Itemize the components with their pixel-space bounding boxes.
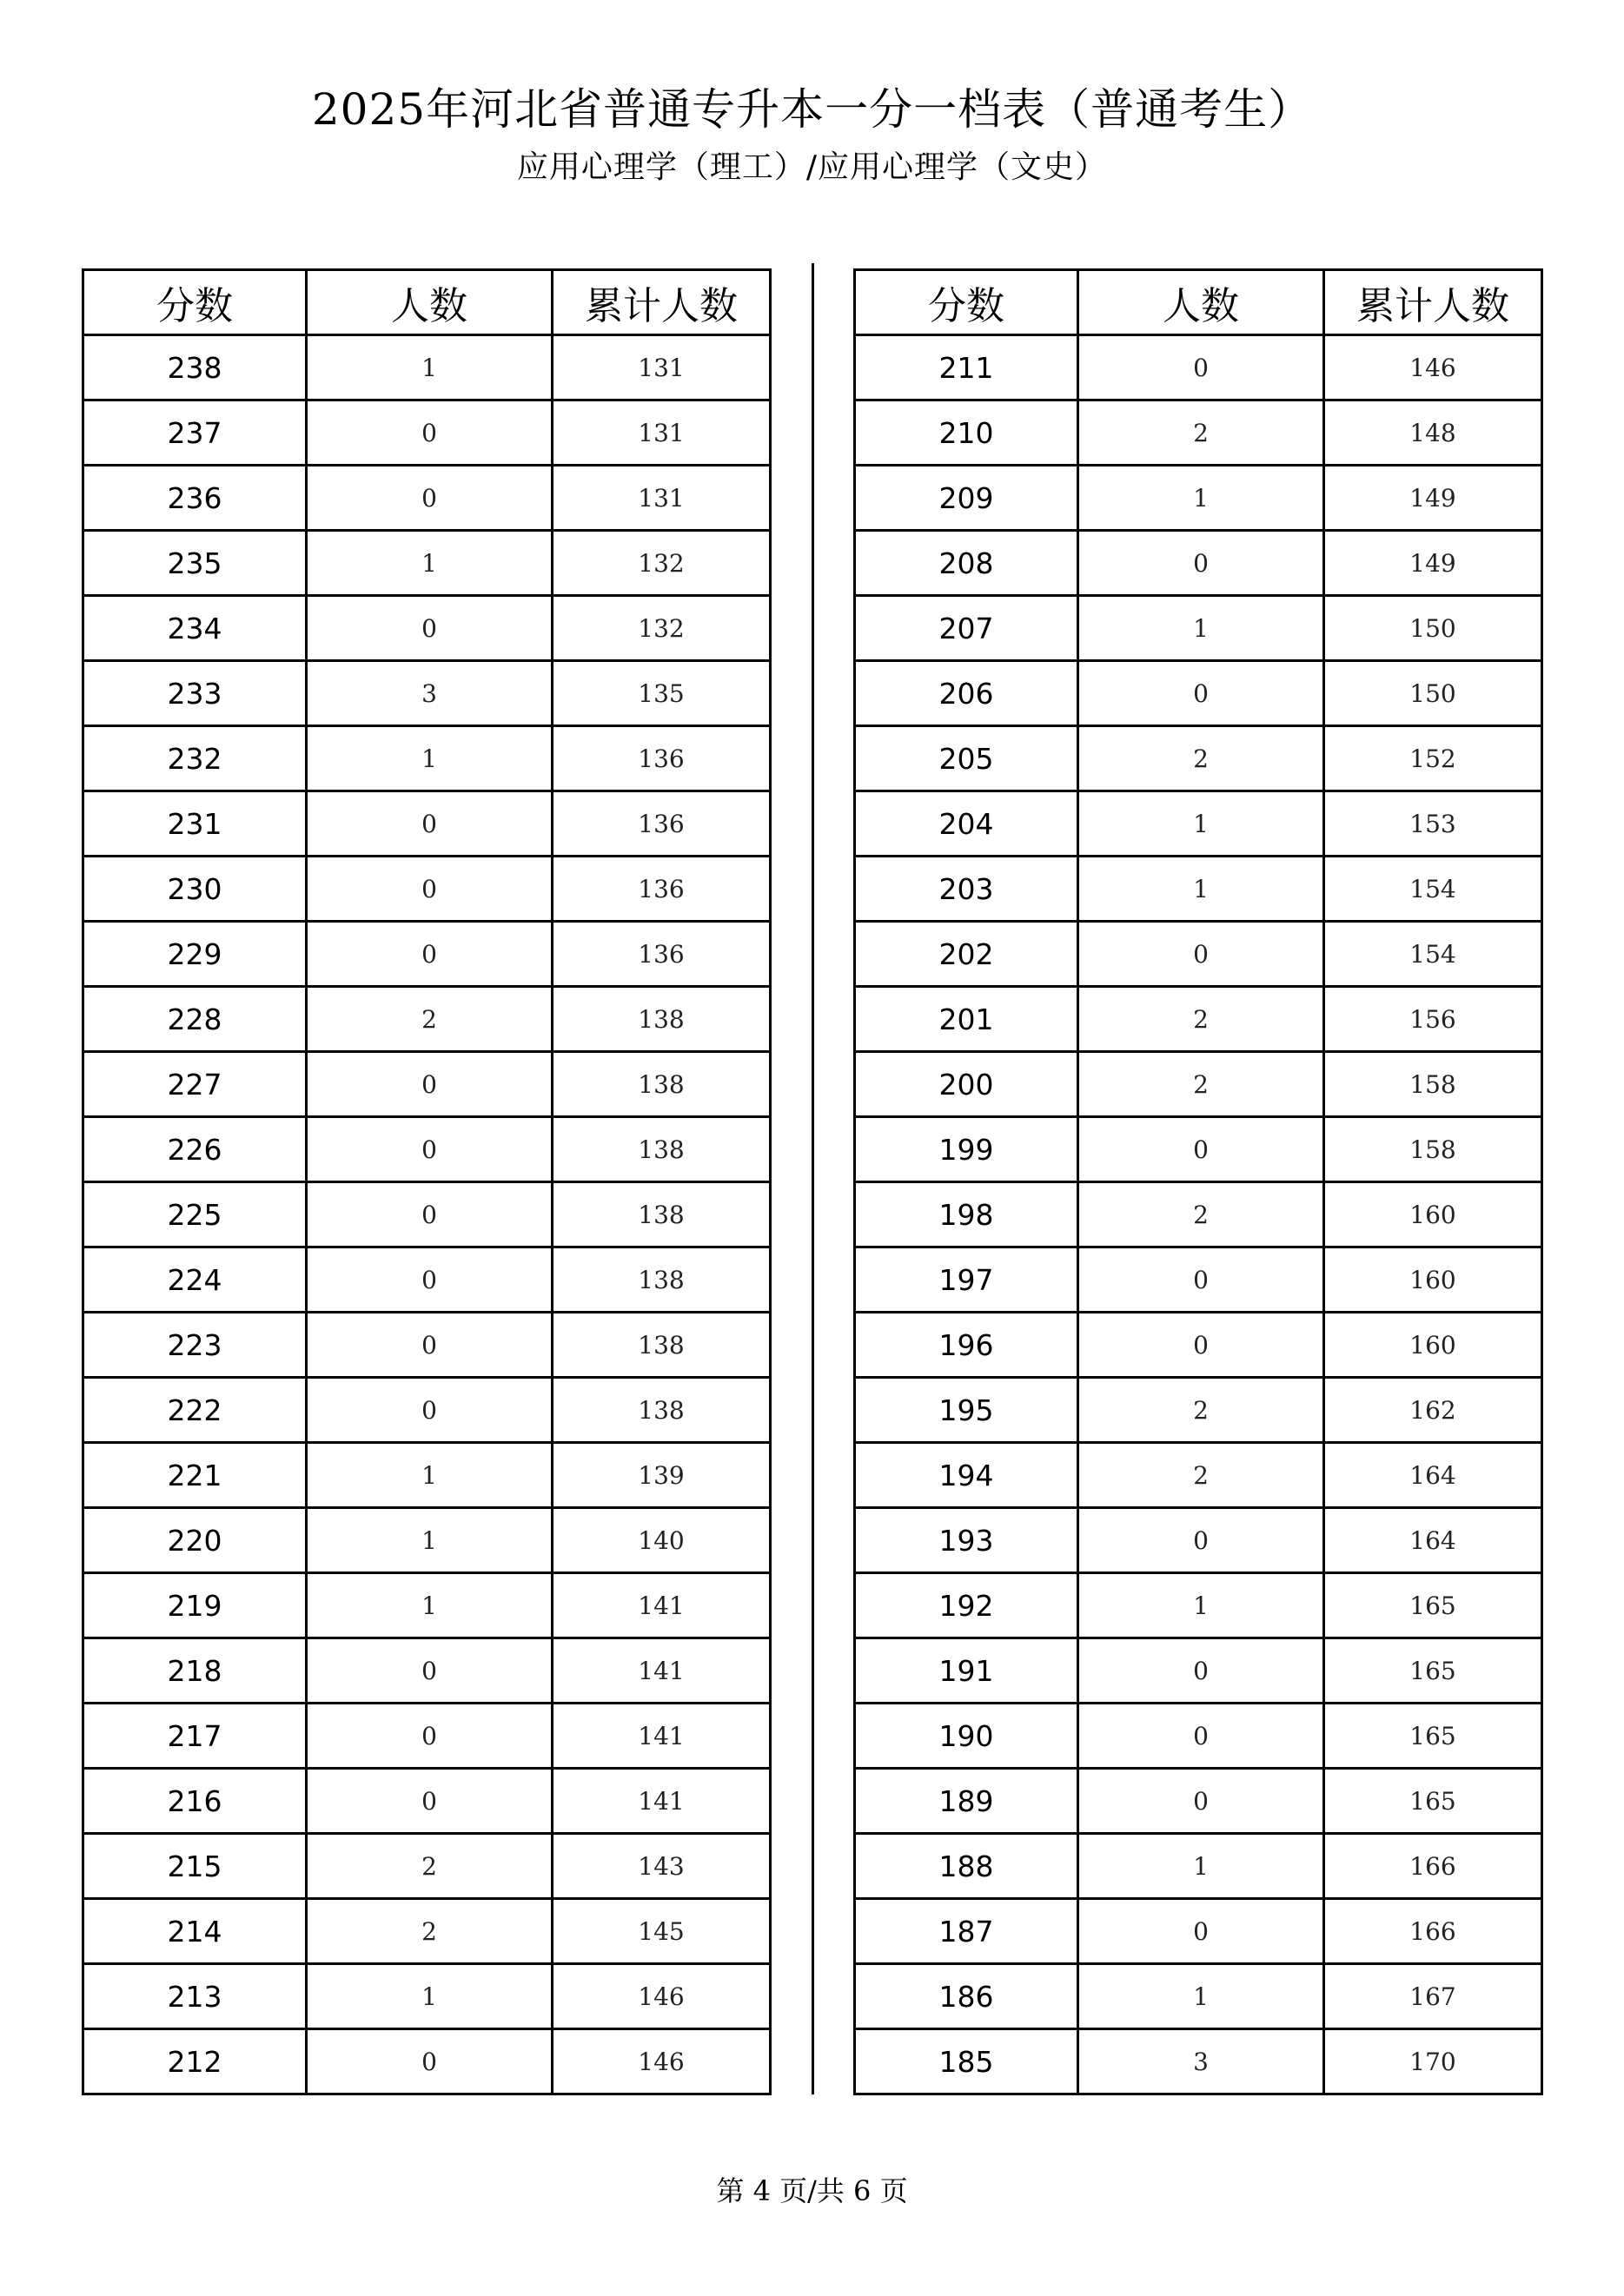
count-cell: 0	[307, 596, 553, 661]
count-cell: 2	[307, 1899, 553, 1964]
count-cell: 0	[307, 400, 553, 466]
cumulative-cell: 158	[1324, 1052, 1542, 1117]
table-row	[83, 1899, 771, 1964]
score-cell: 191	[855, 1638, 1078, 1704]
count-cell: 1	[307, 335, 553, 400]
cumulative-cell: 165	[1324, 1704, 1542, 1769]
table-row	[855, 857, 1542, 922]
score-cell: 198	[855, 1182, 1078, 1247]
count-cell: 0	[1078, 1704, 1324, 1769]
table-row	[855, 661, 1542, 726]
score-cell: 208	[855, 531, 1078, 596]
score-cell: 201	[855, 987, 1078, 1052]
cumulative-cell: 131	[553, 400, 771, 466]
score-cell: 238	[83, 335, 307, 400]
cumulative-cell: 160	[1324, 1182, 1542, 1247]
cumulative-cell: 138	[553, 1182, 771, 1247]
count-cell: 1	[1078, 1573, 1324, 1638]
cumulative-cell: 158	[1324, 1117, 1542, 1182]
cumulative-cell: 146	[553, 1964, 771, 2029]
cumulative-cell: 138	[553, 1378, 771, 1443]
count-cell: 0	[1078, 661, 1324, 726]
count-cell: 2	[1078, 987, 1324, 1052]
cumulative-cell: 153	[1324, 791, 1542, 857]
cumulative-cell: 166	[1324, 1899, 1542, 1964]
table-row	[83, 1638, 771, 1704]
table-row	[855, 1508, 1542, 1573]
count-cell: 1	[307, 531, 553, 596]
count-cell: 1	[307, 1508, 553, 1573]
table-row	[83, 1964, 771, 2029]
score-cell: 202	[855, 922, 1078, 987]
cumulative-cell: 156	[1324, 987, 1542, 1052]
table-row	[855, 466, 1542, 531]
table-row	[855, 1117, 1542, 1182]
table-row	[83, 1443, 771, 1508]
count-cell: 0	[307, 1247, 553, 1313]
table-row	[83, 1834, 771, 1899]
count-cell: 2	[1078, 1378, 1324, 1443]
score-cell: 228	[83, 987, 307, 1052]
cumulative-cell: 138	[553, 1247, 771, 1313]
count-cell: 0	[307, 1704, 553, 1769]
score-cell: 223	[83, 1313, 307, 1378]
score-cell: 219	[83, 1573, 307, 1638]
table-row	[83, 1378, 771, 1443]
cumulative-cell: 150	[1324, 661, 1542, 726]
score-cell: 206	[855, 661, 1078, 726]
cumulative-cell: 146	[1324, 335, 1542, 400]
count-cell: 0	[307, 1769, 553, 1834]
header-count: 人数	[1078, 270, 1324, 335]
count-cell: 1	[1078, 466, 1324, 531]
cumulative-cell: 136	[553, 857, 771, 922]
cumulative-cell: 139	[553, 1443, 771, 1508]
score-cell: 203	[855, 857, 1078, 922]
score-cell: 209	[855, 466, 1078, 531]
table-row	[855, 726, 1542, 791]
cumulative-cell: 136	[553, 922, 771, 987]
table-row	[83, 857, 771, 922]
count-cell: 2	[307, 1834, 553, 1899]
cumulative-cell: 165	[1324, 1638, 1542, 1704]
count-cell: 0	[307, 1378, 553, 1443]
cumulative-cell: 146	[553, 2029, 771, 2094]
cumulative-cell: 150	[1324, 596, 1542, 661]
page-footer: 第 4 页/共 6 页	[716, 2174, 908, 2207]
table-row	[855, 531, 1542, 596]
count-cell: 1	[1078, 791, 1324, 857]
score-cell: 227	[83, 1052, 307, 1117]
cumulative-cell: 131	[553, 466, 771, 531]
count-cell: 0	[1078, 1313, 1324, 1378]
cumulative-cell: 136	[553, 726, 771, 791]
score-cell: 232	[83, 726, 307, 791]
table-row	[855, 1443, 1542, 1508]
count-cell: 0	[307, 922, 553, 987]
count-cell: 2	[1078, 1052, 1324, 1117]
count-cell: 0	[307, 1052, 553, 1117]
count-cell: 0	[307, 1182, 553, 1247]
table-row	[83, 400, 771, 466]
table-row	[855, 1247, 1542, 1313]
score-cell: 214	[83, 1899, 307, 1964]
table-row	[855, 596, 1542, 661]
score-cell: 230	[83, 857, 307, 922]
count-cell: 0	[307, 857, 553, 922]
score-cell: 229	[83, 922, 307, 987]
table-row	[855, 1313, 1542, 1378]
table-row	[83, 1508, 771, 1573]
cumulative-cell: 143	[553, 1834, 771, 1899]
score-cell: 234	[83, 596, 307, 661]
count-cell: 0	[307, 1117, 553, 1182]
cumulative-cell: 164	[1324, 1508, 1542, 1573]
score-cell: 211	[855, 335, 1078, 400]
score-cell: 236	[83, 466, 307, 531]
table-row	[855, 1704, 1542, 1769]
cumulative-cell: 148	[1324, 400, 1542, 466]
page-title: 2025年河北省普通专升本一分一档表（普通考生）	[311, 84, 1313, 135]
count-cell: 0	[1078, 335, 1324, 400]
count-cell: 2	[1078, 1443, 1324, 1508]
score-cell: 187	[855, 1899, 1078, 1964]
count-cell: 1	[307, 1964, 553, 2029]
table-row	[83, 531, 771, 596]
table-row	[855, 1638, 1542, 1704]
count-cell: 0	[1078, 1899, 1324, 1964]
table-row	[855, 1182, 1542, 1247]
score-cell: 207	[855, 596, 1078, 661]
score-cell: 226	[83, 1117, 307, 1182]
cumulative-cell: 167	[1324, 1964, 1542, 2029]
table-row	[855, 1964, 1542, 2029]
count-cell: 0	[307, 2029, 553, 2094]
score-cell: 218	[83, 1638, 307, 1704]
table-row	[83, 466, 771, 531]
table-row	[83, 661, 771, 726]
score-cell: 221	[83, 1443, 307, 1508]
score-cell: 185	[855, 2029, 1078, 2094]
table-row	[855, 791, 1542, 857]
score-cell: 224	[83, 1247, 307, 1313]
column-divider	[812, 263, 814, 2094]
count-cell: 2	[1078, 1182, 1324, 1247]
count-cell: 0	[1078, 1638, 1324, 1704]
count-cell: 2	[1078, 400, 1324, 466]
cumulative-cell: 165	[1324, 1573, 1542, 1638]
table-row	[83, 596, 771, 661]
count-cell: 0	[307, 1313, 553, 1378]
table-row	[83, 791, 771, 857]
score-cell: 197	[855, 1247, 1078, 1313]
table-row	[855, 1573, 1542, 1638]
cumulative-cell: 141	[553, 1573, 771, 1638]
table-header-row	[855, 270, 1542, 335]
cumulative-cell: 145	[553, 1899, 771, 1964]
cumulative-cell: 160	[1324, 1313, 1542, 1378]
cumulative-cell: 170	[1324, 2029, 1542, 2094]
cumulative-cell: 141	[553, 1704, 771, 1769]
cumulative-cell: 141	[553, 1638, 771, 1704]
table-row	[83, 2029, 771, 2094]
header-cumulative: 累计人数	[1324, 270, 1542, 335]
score-cell: 237	[83, 400, 307, 466]
cumulative-cell: 132	[553, 531, 771, 596]
header-score: 分数	[83, 270, 307, 335]
cumulative-cell: 154	[1324, 857, 1542, 922]
cumulative-cell: 162	[1324, 1378, 1542, 1443]
count-cell: 1	[1078, 1834, 1324, 1899]
cumulative-cell: 149	[1324, 466, 1542, 531]
page-subtitle: 应用心理学（理工）/应用心理学（文史）	[516, 149, 1108, 185]
cumulative-cell: 160	[1324, 1247, 1542, 1313]
header-count: 人数	[307, 270, 553, 335]
count-cell: 0	[1078, 1117, 1324, 1182]
score-cell: 210	[855, 400, 1078, 466]
score-table-right	[853, 268, 1543, 2095]
score-cell: 188	[855, 1834, 1078, 1899]
count-cell: 3	[307, 661, 553, 726]
cumulative-cell: 138	[553, 1052, 771, 1117]
count-cell: 0	[1078, 1508, 1324, 1573]
table-row	[83, 1704, 771, 1769]
table-row	[83, 335, 771, 400]
cumulative-cell: 166	[1324, 1834, 1542, 1899]
score-cell: 235	[83, 531, 307, 596]
table-row	[855, 400, 1542, 466]
table-row	[855, 1052, 1542, 1117]
count-cell: 3	[1078, 2029, 1324, 2094]
score-cell: 199	[855, 1117, 1078, 1182]
table-row	[83, 1313, 771, 1378]
table-row	[855, 922, 1542, 987]
table-row	[855, 1834, 1542, 1899]
cumulative-cell: 141	[553, 1769, 771, 1834]
count-cell: 1	[1078, 857, 1324, 922]
count-cell: 2	[1078, 726, 1324, 791]
cumulative-cell: 152	[1324, 726, 1542, 791]
score-cell: 216	[83, 1769, 307, 1834]
score-cell: 217	[83, 1704, 307, 1769]
count-cell: 0	[1078, 1247, 1324, 1313]
score-cell: 193	[855, 1508, 1078, 1573]
score-cell: 225	[83, 1182, 307, 1247]
count-cell: 0	[1078, 1769, 1324, 1834]
score-cell: 231	[83, 791, 307, 857]
cumulative-cell: 136	[553, 791, 771, 857]
score-cell: 213	[83, 1964, 307, 2029]
count-cell: 0	[1078, 922, 1324, 987]
score-cell: 186	[855, 1964, 1078, 2029]
table-row	[83, 1052, 771, 1117]
score-cell: 195	[855, 1378, 1078, 1443]
count-cell: 1	[307, 1573, 553, 1638]
cumulative-cell: 138	[553, 1313, 771, 1378]
table-row	[83, 922, 771, 987]
count-cell: 0	[1078, 531, 1324, 596]
cumulative-cell: 140	[553, 1508, 771, 1573]
table-row	[83, 1117, 771, 1182]
table-row	[83, 1769, 771, 1834]
table-row	[83, 726, 771, 791]
table-row	[83, 1573, 771, 1638]
score-cell: 220	[83, 1508, 307, 1573]
table-row	[855, 335, 1542, 400]
cumulative-cell: 165	[1324, 1769, 1542, 1834]
table-header-row	[83, 270, 771, 335]
score-cell: 222	[83, 1378, 307, 1443]
count-cell: 0	[307, 791, 553, 857]
table-row	[83, 1182, 771, 1247]
table-row	[855, 987, 1542, 1052]
score-cell: 204	[855, 791, 1078, 857]
table-row	[855, 2029, 1542, 2094]
count-cell: 1	[307, 726, 553, 791]
header-cumulative: 累计人数	[553, 270, 771, 335]
score-cell: 212	[83, 2029, 307, 2094]
cumulative-cell: 131	[553, 335, 771, 400]
count-cell: 0	[307, 466, 553, 531]
cumulative-cell: 138	[553, 1117, 771, 1182]
table-row	[83, 1247, 771, 1313]
table-row	[855, 1769, 1542, 1834]
header-score: 分数	[855, 270, 1078, 335]
cumulative-cell: 149	[1324, 531, 1542, 596]
count-cell: 1	[1078, 596, 1324, 661]
score-cell: 192	[855, 1573, 1078, 1638]
cumulative-cell: 132	[553, 596, 771, 661]
score-cell: 200	[855, 1052, 1078, 1117]
count-cell: 2	[307, 987, 553, 1052]
score-cell: 189	[855, 1769, 1078, 1834]
score-cell: 196	[855, 1313, 1078, 1378]
count-cell: 1	[1078, 1964, 1324, 2029]
cumulative-cell: 135	[553, 661, 771, 726]
score-cell: 205	[855, 726, 1078, 791]
table-row	[855, 1378, 1542, 1443]
score-table-left	[82, 268, 772, 2095]
table-row	[83, 987, 771, 1052]
cumulative-cell: 154	[1324, 922, 1542, 987]
score-cell: 190	[855, 1704, 1078, 1769]
score-cell: 215	[83, 1834, 307, 1899]
count-cell: 1	[307, 1443, 553, 1508]
cumulative-cell: 138	[553, 987, 771, 1052]
score-cell: 233	[83, 661, 307, 726]
score-cell: 194	[855, 1443, 1078, 1508]
table-row	[855, 1899, 1542, 1964]
count-cell: 0	[307, 1638, 553, 1704]
cumulative-cell: 164	[1324, 1443, 1542, 1508]
